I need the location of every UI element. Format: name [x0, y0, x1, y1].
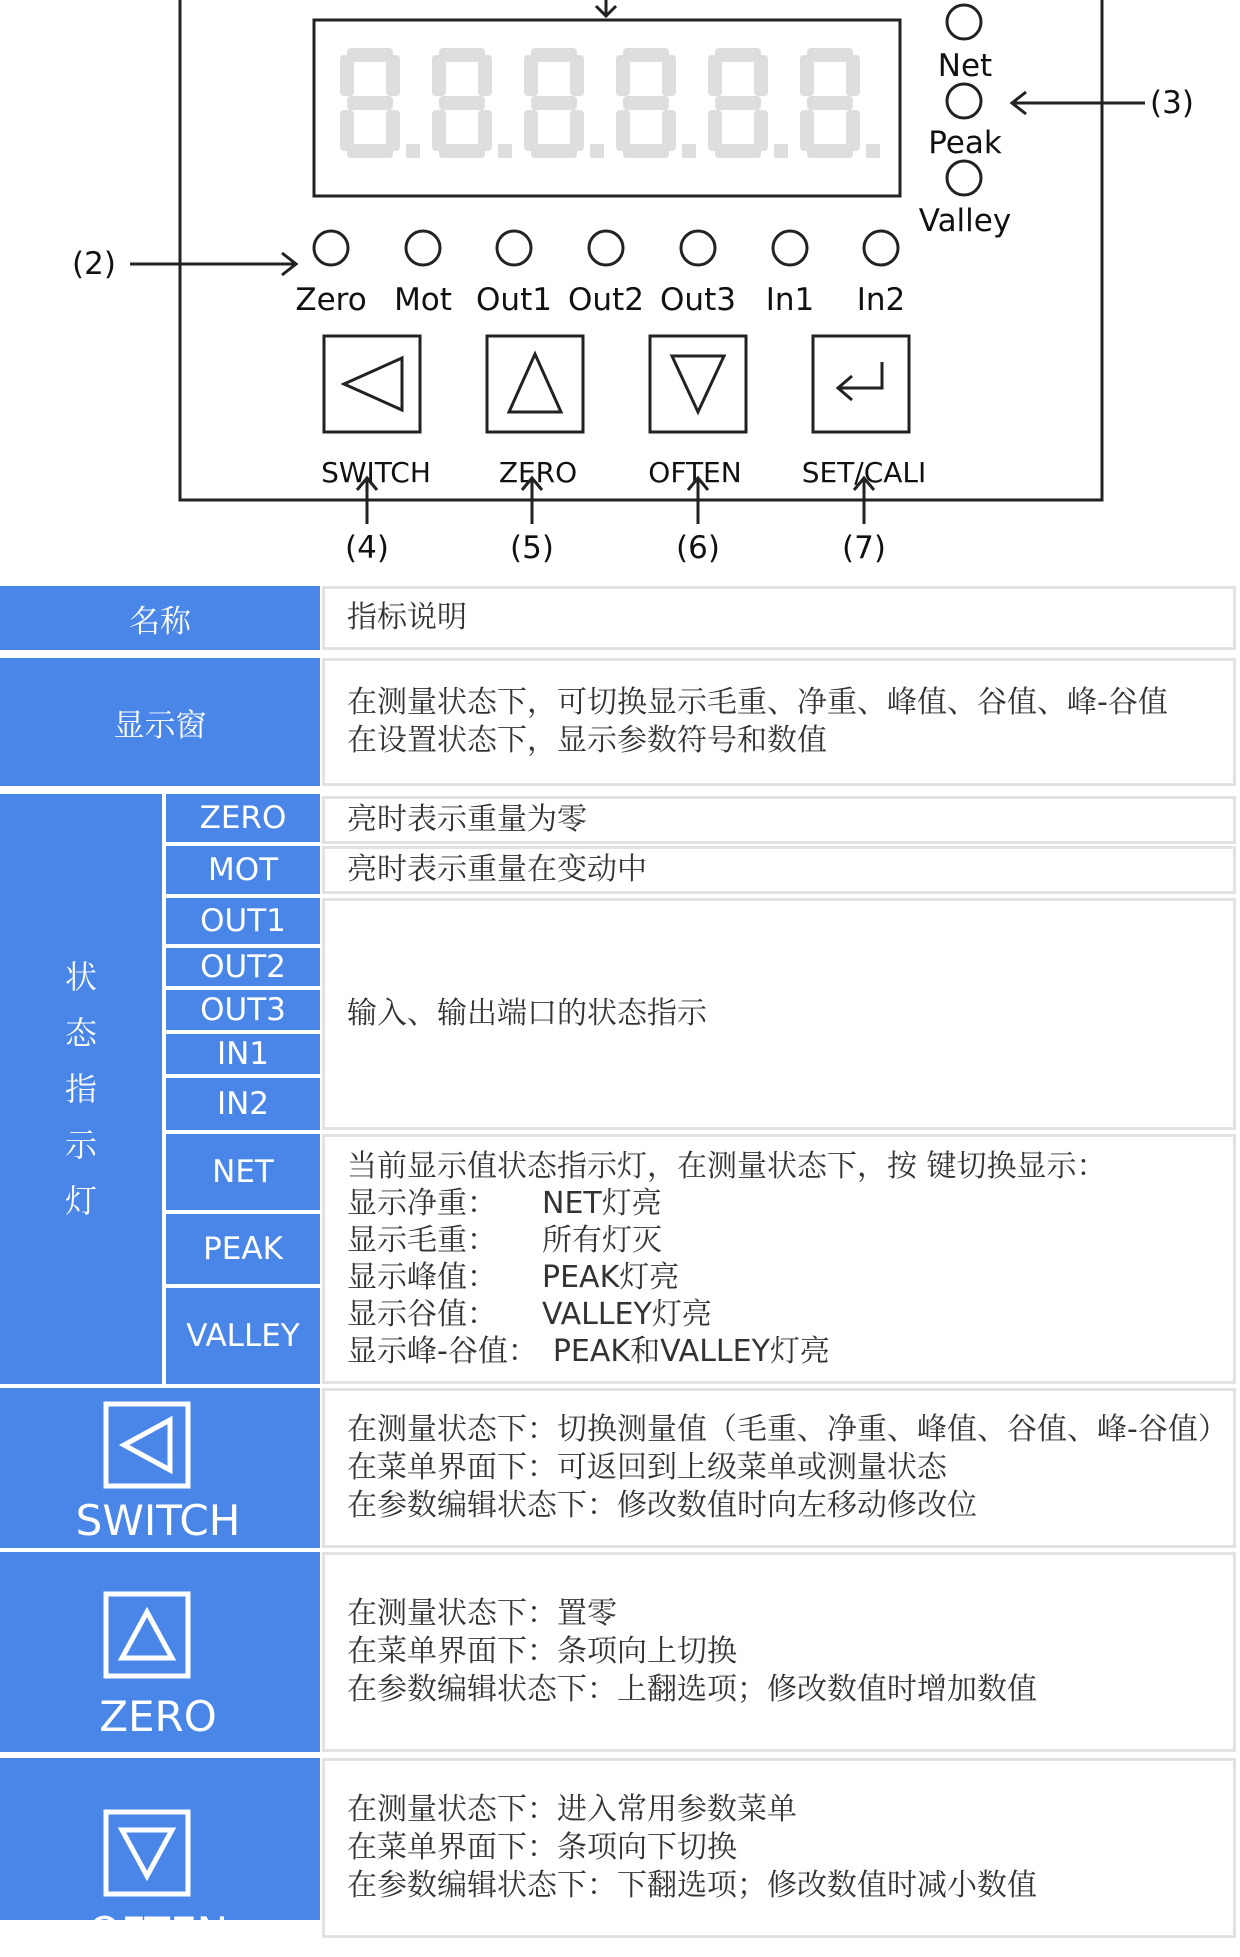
- peak-indicator-name: [166, 1214, 320, 1284]
- display-window-desc-cell: [322, 658, 1236, 786]
- in1-light-label: In1: [765, 282, 815, 318]
- callout-3-label: (3): [1150, 85, 1194, 121]
- callout-5-label: (5): [510, 530, 554, 566]
- mot-indicator-desc: 亮时表示重量在变动中: [347, 852, 647, 887]
- in2-light: [864, 231, 898, 265]
- display-segment: [616, 110, 630, 151]
- display-segment: [846, 110, 860, 151]
- often-key[interactable]: [650, 336, 746, 432]
- npv-desc-line-4: 显示峰值： PEAK灯亮: [347, 1260, 680, 1295]
- zero-key-cell: [0, 1552, 320, 1752]
- net-light-label: Net: [937, 48, 993, 84]
- display-window-desc-line-2: 在设置状态下，显示参数符号和数值: [347, 723, 827, 758]
- out1-indicator-name: [166, 898, 320, 944]
- mot-light: [406, 231, 440, 265]
- right-indicator-lights: [947, 5, 981, 195]
- often-key-desc-line-1: 在测量状态下：进入常用参数菜单: [347, 1792, 797, 1827]
- in2-light-label: In2: [856, 282, 906, 318]
- display-decimal-point: [774, 144, 788, 158]
- status-label-char-3: 指: [64, 1070, 97, 1108]
- switch-desc-line-3: 在参数编辑状态下：修改数值时向左移动修改位: [347, 1488, 977, 1523]
- often-key-desc-cell: [322, 1758, 1236, 1938]
- display-segment: [340, 110, 354, 151]
- io-indicator-desc-cell: [322, 898, 1236, 1130]
- display-segment: [846, 55, 860, 96]
- zero-key-desc-line-2: 在菜单界面下：条项向上切换: [347, 1634, 737, 1669]
- zero-up-triangle-icon: [102, 1590, 192, 1680]
- display-segment: [800, 55, 814, 96]
- mot-indicator-name: [166, 846, 320, 894]
- out2-indicator-label: OUT2: [200, 949, 286, 985]
- callout-3-arrow: [1012, 92, 1145, 114]
- often-down-triangle-icon: [102, 1808, 192, 1898]
- display-segment: [524, 110, 538, 151]
- display-decimal-point: [498, 144, 512, 158]
- valley-light: [947, 161, 981, 195]
- zero-key-desc-cell: [322, 1552, 1236, 1752]
- mot-indicator-label: MOT: [207, 852, 279, 888]
- display-segment: [432, 55, 446, 96]
- switch-key[interactable]: [324, 336, 420, 432]
- npv-indicator-desc-cell: [322, 1134, 1236, 1384]
- display-pointer-arrow: [596, 0, 616, 16]
- out1-indicator-label: OUT1: [200, 903, 286, 939]
- zero-light-label: Zero: [295, 282, 367, 318]
- display-segment: [754, 55, 768, 96]
- header-name: 名称: [129, 603, 191, 640]
- display-window-desc-line-1: 在测量状态下，可切换显示毛重、净重、峰值、谷值、峰-谷值: [347, 685, 1168, 720]
- peak-indicator-label: PEAK: [203, 1231, 283, 1267]
- display-window-name: 显示窗: [113, 707, 207, 744]
- display-segment: [800, 110, 814, 151]
- switch-key-cell: [0, 1388, 320, 1548]
- peak-light: [947, 84, 981, 118]
- display-segment: [616, 55, 630, 96]
- display-decimal-point: [866, 144, 880, 158]
- callout-2-label: (2): [72, 246, 116, 282]
- zero-indicator-desc-cell: [322, 796, 1236, 844]
- often-key-desc-line-3: 在参数编辑状态下：下翻选项；修改数值时减小数值: [347, 1868, 1037, 1903]
- panel-diagram: [0, 0, 1240, 584]
- in2-indicator-label: IN2: [216, 1086, 270, 1122]
- status-label-char-1: 状: [64, 958, 97, 996]
- peak-light-label: Peak: [928, 125, 1002, 161]
- callout-2-arrow: [130, 253, 296, 275]
- callout-6-label: (6): [676, 530, 720, 566]
- in1-light: [773, 231, 807, 265]
- out2-indicator-name: [166, 948, 320, 986]
- often-key-cell: [0, 1758, 320, 1957]
- net-indicator-name: [166, 1134, 320, 1210]
- down-triangle-icon: [672, 356, 724, 412]
- net-light: [947, 5, 981, 39]
- zero-light: [314, 231, 348, 265]
- zero-key-desc-line-1: 在测量状态下：置零: [347, 1596, 617, 1631]
- display-segment: [340, 55, 354, 96]
- npv-desc-line-2: 显示净重： NET灯亮: [347, 1186, 662, 1221]
- valley-light-label: Valley: [918, 203, 1012, 239]
- zero-key-desc-line-3: 在参数编辑状态下：上翻选项；修改数值时增加数值: [347, 1672, 1037, 1707]
- switch-key-name: SWITCH: [75, 1496, 241, 1545]
- panel-keys: [324, 336, 909, 432]
- callout-7-label: (7): [842, 530, 886, 566]
- display-segment: [715, 96, 761, 110]
- set-cali-key-label: SET/CALI: [801, 456, 927, 489]
- valley-indicator-name: [166, 1288, 320, 1384]
- display-segment: [708, 110, 722, 151]
- display-segment: [478, 55, 492, 96]
- status-label-char-4: 示: [64, 1126, 97, 1164]
- often-key-desc-line-2: 在菜单界面下：条项向下切换: [347, 1830, 737, 1865]
- npv-desc-line-1: 当前显示值状态指示灯，在测量状态下，按 键切换显示：: [347, 1149, 1107, 1184]
- switch-desc-cell: [322, 1388, 1236, 1548]
- display-segment: [623, 96, 669, 110]
- out3-light: [681, 231, 715, 265]
- header-desc: 指标说明: [347, 600, 467, 635]
- display-segment: [570, 110, 584, 151]
- display-segment: [807, 96, 853, 110]
- zero-indicator-name: [166, 794, 320, 842]
- out1-light-label: Out1: [476, 282, 552, 318]
- switch-left-triangle-icon: [102, 1400, 192, 1490]
- out3-light-label: Out3: [660, 282, 736, 318]
- indicator-table: [0, 584, 1240, 1957]
- zero-key-name: ZERO: [99, 1692, 217, 1741]
- in1-indicator-name: [166, 1034, 320, 1074]
- zero-key-label: ZERO: [498, 456, 578, 489]
- display-segment: [478, 110, 492, 151]
- header-desc-cell: [322, 586, 1236, 650]
- display-segment: [432, 110, 446, 151]
- status-group-label-cell: [0, 794, 162, 1384]
- switch-key-label: SWITCH: [321, 456, 431, 489]
- io-indicator-desc: 输入、输出端口的状态指示: [347, 996, 707, 1031]
- in1-indicator-label: IN1: [216, 1036, 270, 1072]
- set-cali-key[interactable]: [813, 336, 909, 432]
- out3-indicator-name: [166, 990, 320, 1030]
- out2-light: [589, 231, 623, 265]
- npv-desc-line-6: 显示峰-谷值： PEAK和VALLEY灯亮: [347, 1334, 830, 1369]
- enter-icon: [838, 362, 882, 400]
- display-segment: [347, 96, 393, 110]
- out2-light-label: Out2: [568, 282, 644, 318]
- switch-desc-line-1: 在测量状态下：切换测量值（毛重、净重、峰值、谷值、峰-谷值）: [347, 1412, 1228, 1447]
- display-segment: [386, 55, 400, 96]
- display-segment: [386, 110, 400, 151]
- display-segment: [708, 55, 722, 96]
- display-decimal-point: [682, 144, 696, 158]
- bottom-indicator-lights: [314, 231, 898, 265]
- zero-indicator-desc: 亮时表示重量为零: [347, 802, 587, 837]
- switch-desc-line-2: 在菜单界面下：可返回到上级菜单或测量状态: [347, 1450, 947, 1485]
- net-indicator-label: NET: [212, 1154, 274, 1190]
- display-segment: [662, 55, 676, 96]
- left-triangle-icon: [344, 358, 402, 410]
- up-triangle-icon: [509, 354, 561, 412]
- often-key-label: OFTEN: [648, 456, 742, 489]
- display-segment: [754, 110, 768, 151]
- display-decimal-point: [406, 144, 420, 158]
- display-window-name-cell: [0, 658, 320, 786]
- often-key-name: OFTEN: [87, 1908, 229, 1957]
- header-name-cell: [0, 586, 320, 650]
- display-decimal-point: [590, 144, 604, 158]
- display-segment: [531, 96, 577, 110]
- display-segment: [662, 110, 676, 151]
- mot-light-label: Mot: [394, 282, 452, 318]
- display-segment: [524, 55, 538, 96]
- zero-indicator-label: ZERO: [199, 800, 287, 836]
- display-segment: [439, 96, 485, 110]
- npv-desc-line-3: 显示毛重： 所有灯灭: [347, 1223, 662, 1258]
- out1-light: [497, 231, 531, 265]
- in2-indicator-name: [166, 1078, 320, 1130]
- callout-4-label: (4): [345, 530, 389, 566]
- status-label-char-2: 态: [64, 1014, 97, 1052]
- out3-indicator-label: OUT3: [200, 992, 286, 1028]
- status-label-char-5: 灯: [64, 1182, 97, 1220]
- mot-indicator-desc-cell: [322, 846, 1236, 894]
- valley-indicator-label: VALLEY: [186, 1318, 300, 1354]
- display-segment: [570, 55, 584, 96]
- npv-desc-line-5: 显示谷值： VALLEY灯亮: [347, 1297, 712, 1332]
